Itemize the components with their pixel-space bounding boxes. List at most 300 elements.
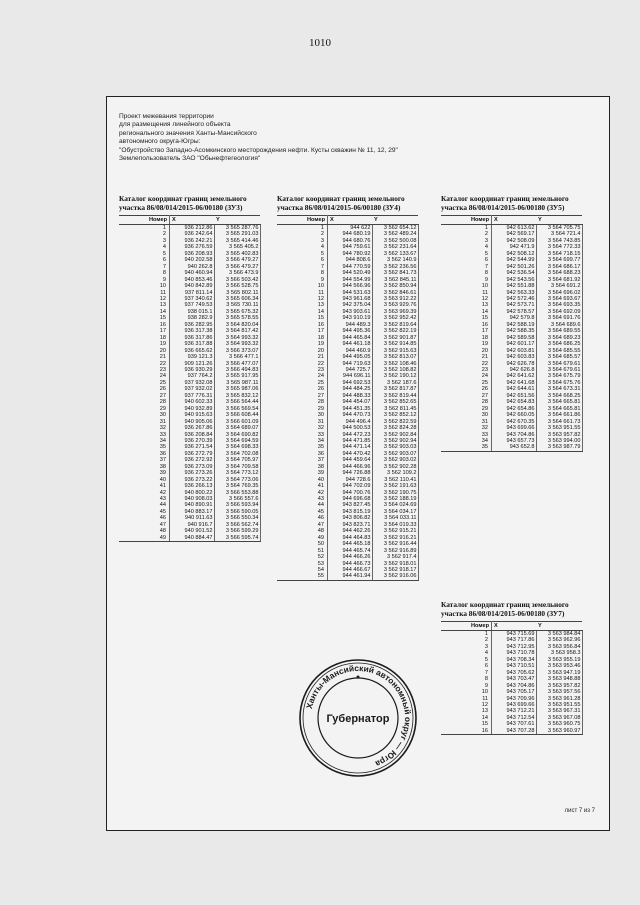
coordinate-x: 937 764.2 <box>170 373 215 379</box>
point-number: 3 <box>484 643 488 650</box>
coordinate-x: 942 601.17 <box>492 341 537 347</box>
coordinate-x: 943 709.96 <box>492 696 537 702</box>
coordinate-y: 3 562 822.19 <box>372 328 418 334</box>
coordinate-x: 943 704.86 <box>492 683 537 689</box>
point-number: 2 <box>484 231 488 238</box>
coordinate-y: 3 563 969.39 <box>372 309 418 315</box>
point-number: 25 <box>317 379 324 386</box>
coordinate-x: 940 853.46 <box>170 277 215 283</box>
point-number: 4 <box>320 244 324 251</box>
coordinate-y: 3 566 590.05 <box>214 509 260 515</box>
point-number: 26 <box>159 386 166 393</box>
coordinate-x: 936 317.86 <box>170 335 215 341</box>
seal-center-text: Губернатор <box>326 713 390 725</box>
coordinate-x: 944 461.18 <box>328 341 373 347</box>
point-number: 18 <box>159 334 166 341</box>
coordinate-y: 3 566 599.29 <box>214 528 260 534</box>
point-number: 39 <box>159 470 166 477</box>
coordinate-x: 936 266.13 <box>170 483 215 489</box>
point-number: 6 <box>320 257 324 264</box>
coordinate-x: 942 508.12 <box>492 251 537 257</box>
point-number: 35 <box>317 444 324 451</box>
header-line: регионального значения Ханты-Мансийского <box>119 129 257 137</box>
coordinate-y: 3 566 479.27 <box>214 257 260 263</box>
coordinate-x: 944 728.6 <box>328 477 373 483</box>
point-number: 7 <box>162 263 166 270</box>
coordinate-y: 3 566 595.74 <box>214 535 260 542</box>
coordinate-y: 3 564 661.73 <box>536 419 582 425</box>
point-number: 38 <box>317 463 324 470</box>
coordinate-y: 3 565 987.06 <box>214 386 260 392</box>
coordinate-x: 936 276.59 <box>170 244 215 250</box>
coordinate-x: 943 717.86 <box>492 637 537 643</box>
coordinate-y: 3 563 994.00 <box>536 438 582 444</box>
coordinate-y: 3 564 675.76 <box>536 380 582 386</box>
point-number: 23 <box>159 366 166 373</box>
coordinate-x: 942 471.9 <box>492 244 537 250</box>
point-number: 20 <box>159 347 166 354</box>
point-number: 5 <box>162 250 166 257</box>
coordinate-y: 3 566 608.44 <box>214 412 260 418</box>
point-number: 20 <box>481 347 488 354</box>
coordinate-x: 936 273.26 <box>170 470 215 476</box>
point-number: 35 <box>159 444 166 451</box>
point-number: 21 <box>317 354 324 361</box>
coordinate-x: 940 602.33 <box>170 399 215 405</box>
coordinate-x: 944 726.88 <box>328 470 373 476</box>
coordinate-y: 3 566 494.83 <box>214 367 260 373</box>
coordinate-y: 3 564 673.31 <box>536 386 582 392</box>
catalog-zu5 <box>441 195 583 452</box>
coordinate-y: 3 564 693.35 <box>536 302 582 308</box>
coordinate-x: 944 696.11 <box>328 373 373 379</box>
point-number: 27 <box>159 392 166 399</box>
coordinate-y: 3 564 769.35 <box>214 483 260 489</box>
point-number: 12 <box>481 701 488 708</box>
point-number: 4 <box>484 650 488 657</box>
coordinate-x: 940 916.7 <box>170 522 215 528</box>
table-row <box>119 225 260 232</box>
coordinate-y: 3 564 772.33 <box>536 244 582 250</box>
coordinate-y: 3 562 187.6 <box>372 380 418 386</box>
coordinate-y: 3 566 373.07 <box>214 348 260 354</box>
coordinate-x: 943 823.71 <box>328 522 373 528</box>
point-number: 50 <box>317 541 324 548</box>
point-number: 34 <box>159 437 166 444</box>
coordinate-x: 940 202.58 <box>170 257 215 263</box>
coordinate-y: 3 564 675.79 <box>536 373 582 379</box>
point-number: 34 <box>481 437 488 444</box>
coordinate-y: 3 564 705.75 <box>536 225 582 232</box>
coordinate-y: 3 566 601.09 <box>214 419 260 425</box>
point-number: 14 <box>481 308 488 315</box>
table-row <box>441 728 582 735</box>
coordinate-y: 3 562 188.19 <box>372 496 418 502</box>
catalog-title <box>119 195 261 212</box>
coordinate-y: 3 562 236.56 <box>372 264 418 270</box>
coordinate-x: 936 317.38 <box>170 328 215 334</box>
coordinate-x: 943 910.19 <box>328 315 373 321</box>
coordinate-x: 944 680.19 <box>328 231 373 237</box>
coordinate-y: 3 562 817.87 <box>372 386 418 392</box>
point-number: 14 <box>159 308 166 315</box>
point-number: 11 <box>160 289 166 296</box>
coordinate-x: 943 806.82 <box>328 515 373 521</box>
point-number: 37 <box>317 457 324 464</box>
coordinate-x: 936 242.64 <box>170 231 215 237</box>
point-number: 20 <box>317 347 324 354</box>
header-line: для размещения линейного объекта <box>119 121 231 129</box>
point-number: 4 <box>162 244 166 251</box>
coordinate-y: 3 564 993.32 <box>214 335 260 341</box>
coordinate-x: 942 641.68 <box>492 380 537 386</box>
point-number: 1 <box>320 225 324 231</box>
coordinate-y: 3 566 557.6 <box>214 496 260 502</box>
point-number: 1 <box>484 225 488 231</box>
coordinate-x: 942 654.86 <box>492 406 537 412</box>
point-number: 12 <box>317 295 324 302</box>
coordinate-x: 936 267.86 <box>170 425 215 431</box>
coordinate-x: 940 911.63 <box>170 515 215 521</box>
coordinate-y: 3 564 691.2 <box>536 283 582 289</box>
point-number: 3 <box>162 237 166 244</box>
coordinate-y: 3 562 902.84 <box>372 432 418 438</box>
coordinate-x: 937 932.08 <box>170 380 215 386</box>
column-header-number: Номер <box>277 216 328 225</box>
coordinate-y: 3 562 850.94 <box>372 283 418 289</box>
coordinate-x: 936 272.79 <box>170 451 215 457</box>
coordinate-y: 3 564 691.76 <box>536 315 582 321</box>
coordinate-y: 3 563 957.56 <box>536 689 582 695</box>
point-number: 22 <box>317 360 324 367</box>
point-number: 4 <box>484 244 488 251</box>
point-number: 37 <box>159 457 166 464</box>
point-number: 8 <box>162 270 166 277</box>
coordinate-y: 3 562 852.65 <box>372 399 418 405</box>
point-number: 30 <box>317 412 324 419</box>
coordinate-y: 3 562 108.82 <box>372 367 418 373</box>
coordinate-x: 940 262.8 <box>170 264 215 270</box>
coordinate-x: 944 488.33 <box>328 393 373 399</box>
coordinate-y: 3 563 951.55 <box>536 425 582 431</box>
point-number: 32 <box>159 425 166 432</box>
coordinate-x: 940 915.63 <box>170 412 215 418</box>
coordinate-x: 943 704.86 <box>492 432 537 438</box>
coordinate-y: 3 564 694.59 <box>214 438 260 444</box>
point-number: 36 <box>317 450 324 457</box>
coordinate-x: 940 800.22 <box>170 490 215 496</box>
coordinate-x: 944 466.26 <box>328 554 373 560</box>
coordinate-x: 944 461.94 <box>328 573 373 580</box>
point-number: 42 <box>317 489 324 496</box>
point-number: 47 <box>159 521 166 528</box>
coordinate-y: 3 562 916.21 <box>372 535 418 541</box>
coordinate-x: 936 272.92 <box>170 457 215 463</box>
coordinate-x: 938 282.9 <box>170 315 215 321</box>
coordinate-x: 942 588.35 <box>492 328 537 334</box>
coordinate-y: 3 562 903.02 <box>372 457 418 463</box>
coordinate-y: 3 564 679.61 <box>536 367 582 373</box>
coordinate-y: 3 564 686.17 <box>536 264 582 270</box>
point-number: 26 <box>317 386 324 393</box>
table-row <box>441 631 582 638</box>
point-number: 1 <box>162 225 166 231</box>
point-number: 6 <box>162 257 166 264</box>
point-number: 31 <box>317 418 324 425</box>
point-number: 29 <box>481 405 488 412</box>
point-number: 45 <box>159 508 166 515</box>
coordinate-y: 3 565 578.55 <box>214 315 260 321</box>
point-number: 21 <box>159 354 166 361</box>
coordinate-x: 936 282.95 <box>170 322 215 328</box>
point-number: 54 <box>317 567 324 574</box>
coordinate-y: 3 562 190.75 <box>372 490 418 496</box>
point-number: 3 <box>484 237 488 244</box>
point-number: 2 <box>484 637 488 644</box>
coordinate-x: 940 884.47 <box>170 535 215 542</box>
point-number: 13 <box>159 302 166 309</box>
coordinate-x: 942 589.58 <box>492 335 537 341</box>
point-number: 12 <box>481 295 488 302</box>
coordinate-y: 3 566 553.88 <box>214 490 260 496</box>
point-number: 40 <box>159 476 166 483</box>
coordinate-x: 944 495.36 <box>328 328 373 334</box>
column-header-y: Y <box>536 216 582 225</box>
coordinate-y: 3 563 967.08 <box>536 715 582 721</box>
coordinate-x: 942 544.99 <box>492 257 537 263</box>
coordinate-y: 3 562 841.73 <box>372 270 418 276</box>
point-number: 17 <box>317 328 324 335</box>
coordinate-y: 3 562 846.61 <box>372 290 418 296</box>
point-number: 17 <box>159 328 166 335</box>
coordinate-x: 942 654.83 <box>492 399 537 405</box>
coordinate-x: 936 317.88 <box>170 341 215 347</box>
coordinate-x: 936 242.21 <box>170 238 215 244</box>
point-number: 5 <box>484 656 488 663</box>
coordinate-x: 944 780.92 <box>328 251 373 257</box>
coordinate-y: 3 562 489.24 <box>372 231 418 237</box>
coordinate-y: 3 566 473.9 <box>214 270 260 276</box>
coordinate-x: 942 579.8 <box>492 315 537 321</box>
coordinate-y: 3 562 914.85 <box>372 341 418 347</box>
coordinate-y: 3 564 681.92 <box>536 277 582 283</box>
header-line: Землепользователь ЗАО "Обьнефтегеология" <box>119 155 261 163</box>
coordinate-x: 943 707.28 <box>492 728 537 735</box>
column-header-x: X <box>492 622 537 631</box>
coordinate-y: 3 564 773.06 <box>214 477 260 483</box>
point-number: 42 <box>159 489 166 496</box>
coordinate-y: 3 564 689.6 <box>536 322 582 328</box>
coordinate-y: 3 564 688.23 <box>536 270 582 276</box>
coordinate-y: 3 564 692.09 <box>536 309 582 315</box>
coordinate-y: 3 563 951.55 <box>536 702 582 708</box>
point-number: 28 <box>317 399 324 406</box>
coordinate-x: 944 531.63 <box>328 290 373 296</box>
coordinate-y: 3 564 665.81 <box>536 406 582 412</box>
coordinate-x: 942 644.61 <box>492 386 537 392</box>
coordinate-x: 942 375.04 <box>328 302 373 308</box>
coordinate-x: 940 890.91 <box>170 502 215 508</box>
coordinate-x: 944 692.53 <box>328 380 373 386</box>
coordinate-y: 3 566 569.54 <box>214 406 260 412</box>
coordinate-y: 3 563 955.19 <box>536 657 582 663</box>
point-number: 11 <box>482 695 488 702</box>
coordinate-y: 3 563 957.82 <box>536 432 582 438</box>
coordinate-y: 3 562 917.4 <box>372 554 418 560</box>
coordinate-y: 3 565 291.03 <box>214 231 260 237</box>
coordinate-y: 3 564 679.61 <box>536 361 582 367</box>
coordinate-y: 3 566 477.1 <box>214 354 260 360</box>
point-number: 34 <box>317 437 324 444</box>
coordinate-x: 942 660.05 <box>492 412 537 418</box>
point-number: 6 <box>484 257 488 264</box>
point-number: 19 <box>317 341 324 348</box>
coordinate-x: 943 699.66 <box>492 425 537 431</box>
header-line: автономного округа-Югры: <box>119 138 201 146</box>
coordinate-y: 3 564 019.33 <box>372 522 418 528</box>
coordinate-x: 936 930.29 <box>170 367 215 373</box>
coordinate-y: 3 566 503.42 <box>214 277 260 283</box>
coordinate-x: 944 566.96 <box>328 283 373 289</box>
point-number: 9 <box>484 276 488 283</box>
point-number: 15 <box>317 315 324 322</box>
table-header-row <box>441 622 582 631</box>
coordinate-x: 943 827.45 <box>328 502 373 508</box>
coordinate-y: 3 564 709.58 <box>214 464 260 470</box>
point-number: 7 <box>484 669 488 676</box>
coordinate-x: 944 696.68 <box>328 496 373 502</box>
coordinate-x: 943 710.78 <box>492 650 537 656</box>
column-header-number: Номер <box>441 622 492 631</box>
point-number: 8 <box>484 676 488 683</box>
point-number: 9 <box>320 276 324 283</box>
coordinate-x: 937 932.02 <box>170 386 215 392</box>
coordinate-y: 3 565 414.46 <box>214 238 260 244</box>
coordinate-x: 909 121.26 <box>170 361 215 367</box>
point-number: 13 <box>481 708 488 715</box>
point-number: 48 <box>317 528 324 535</box>
coordinate-x: 942 603.81 <box>492 348 537 354</box>
catalog-title-line: участка 86/08/014/2015-06/00180 (ЗУ4) <box>277 202 401 212</box>
coordinate-y: 3 562 109.2 <box>372 470 418 476</box>
coordinate-y: 3 562 916.44 <box>372 541 418 547</box>
point-number: 31 <box>159 418 166 425</box>
point-number: 10 <box>481 689 488 696</box>
point-number: 30 <box>159 412 166 419</box>
point-number: 19 <box>481 341 488 348</box>
coordinate-y: 3 564 698.33 <box>214 444 260 450</box>
catalog-title <box>277 195 419 212</box>
coordinate-y: 3 563 961.28 <box>536 696 582 702</box>
point-number: 1 <box>484 631 488 637</box>
coordinate-y: 3 562 902.94 <box>372 438 418 444</box>
coordinate-y: 3 564 689.23 <box>536 335 582 341</box>
coordinate-x: 944 719.63 <box>328 361 373 367</box>
point-number: 24 <box>159 373 166 380</box>
coordinate-x: 944 554.99 <box>328 277 373 283</box>
coordinate-y: 3 562 819.44 <box>372 393 418 399</box>
point-number: 53 <box>317 560 324 567</box>
coordinate-y: 3 562 140.9 <box>372 257 418 263</box>
coordinate-x: 943 699.66 <box>492 702 537 708</box>
catalog-title-line: Каталог координат границ земельного <box>277 194 405 203</box>
coordinate-x: 936 212.86 <box>170 225 215 232</box>
coordinate-y: 3 563 957.82 <box>536 683 582 689</box>
point-number: 32 <box>317 425 324 432</box>
coordinate-x: 940 460.94 <box>170 270 215 276</box>
point-number: 13 <box>317 302 324 309</box>
coordinate-x: 944 466.73 <box>328 561 373 567</box>
coordinates-table <box>277 215 419 581</box>
coordinate-y: 3 564 773.12 <box>214 470 260 476</box>
coordinate-y: 3 562 654.12 <box>372 225 418 232</box>
coordinate-x: 943 652.8 <box>492 444 537 451</box>
point-number: 8 <box>484 270 488 277</box>
coordinate-x: 943 705.62 <box>492 670 537 676</box>
coordinate-x: 943 708.34 <box>492 657 537 663</box>
coordinate-x: 940 932.89 <box>170 406 215 412</box>
coordinate-x: 943 657.73 <box>492 438 537 444</box>
coordinate-x: 944 454.07 <box>328 399 373 405</box>
coordinate-y: 3 562 824.28 <box>372 425 418 431</box>
point-number: 45 <box>317 508 324 515</box>
point-number: 10 <box>481 283 488 290</box>
coordinate-x: 944 702.09 <box>328 483 373 489</box>
coordinate-x: 944 725.7 <box>328 367 373 373</box>
coordinate-x: 942 641.62 <box>492 373 537 379</box>
coordinate-y: 3 562 845.11 <box>372 277 418 283</box>
point-number: 2 <box>320 231 324 238</box>
point-number: 7 <box>320 263 324 270</box>
coordinate-x: 942 613.62 <box>492 225 537 232</box>
point-number: 17 <box>481 328 488 335</box>
coordinate-x: 944 770.59 <box>328 264 373 270</box>
coordinate-x: 937 811.14 <box>170 290 215 296</box>
column-header-y: Y <box>536 622 582 631</box>
point-number: 55 <box>277 573 328 580</box>
coordinate-x: 936 273.22 <box>170 477 215 483</box>
coordinate-x: 936 208.93 <box>170 251 215 257</box>
coordinate-x: 940 908.03 <box>170 496 215 502</box>
point-number: 2 <box>162 231 166 238</box>
coordinate-y: 3 562 811.45 <box>372 406 418 412</box>
point-number: 16 <box>159 321 166 328</box>
coordinate-x: 940 883.17 <box>170 509 215 515</box>
column-header-x: X <box>492 216 537 225</box>
coordinate-y: 3 562 915.63 <box>372 348 418 354</box>
coordinate-x: 943 707.61 <box>492 721 537 727</box>
coordinate-y: 3 562 952.42 <box>372 315 418 321</box>
table-row <box>441 444 582 451</box>
coordinate-x: 942 501.26 <box>492 264 537 270</box>
point-number: 9 <box>484 682 488 689</box>
coordinate-y: 3 562 813.07 <box>372 354 418 360</box>
point-number: 48 <box>159 528 166 535</box>
point-number: 10 <box>317 283 324 290</box>
catalog-title <box>441 601 583 618</box>
point-number: 43 <box>317 496 324 503</box>
point-number: 49 <box>317 534 324 541</box>
coordinate-y: 3 566 593.94 <box>214 502 260 508</box>
coordinate-x: 944 759.61 <box>328 244 373 250</box>
coordinate-y: 3 565 730.11 <box>214 302 260 308</box>
point-number: 15 <box>481 721 488 728</box>
coordinate-x: 944 808.6 <box>328 257 373 263</box>
point-number: 5 <box>320 250 324 257</box>
coordinate-x: 943 815.19 <box>328 509 373 515</box>
coordinate-y: 3 563 947.19 <box>536 670 582 676</box>
coordinate-y: 3 565 832.12 <box>214 393 260 399</box>
